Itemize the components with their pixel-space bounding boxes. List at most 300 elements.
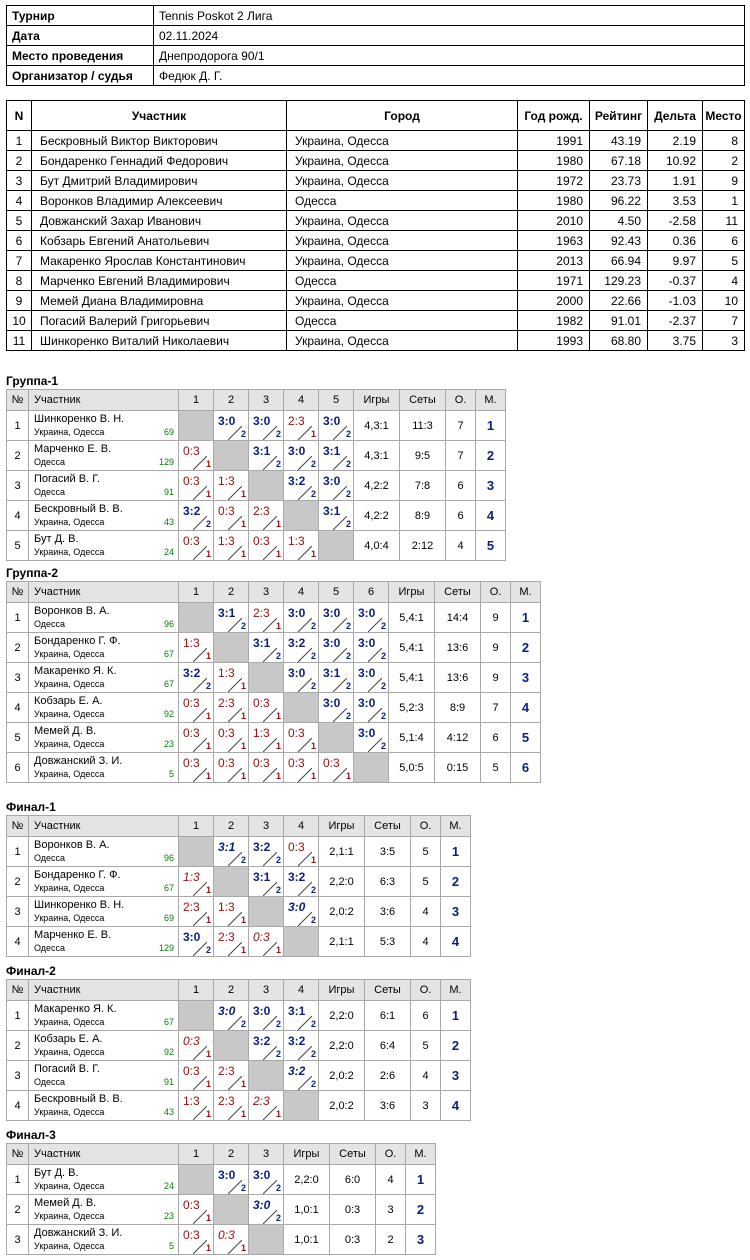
place-cell: 2 — [406, 1195, 436, 1225]
header-opponent: 2 — [214, 582, 249, 603]
match-points: 2 — [310, 915, 316, 925]
games-cell: 4,3:1 — [354, 441, 400, 471]
match-points: 1 — [240, 519, 246, 529]
participant-cell: Мемей Диана Владимировна — [32, 291, 287, 311]
match-score: 0:3 — [218, 756, 235, 770]
player-name: Воронков В. А. — [34, 605, 110, 617]
match-points: 1 — [310, 429, 316, 439]
match-points: 2 — [275, 855, 281, 865]
match-score: 3:2 — [253, 1034, 271, 1048]
match-points: 2 — [310, 1049, 316, 1059]
sets-cell: 6:1 — [365, 1001, 411, 1031]
slash-divider — [228, 516, 242, 530]
match-score: 3:2 — [253, 840, 271, 854]
match-score: 2:3 — [288, 414, 305, 428]
group-row — [7, 1195, 436, 1225]
match-points: 1 — [240, 771, 246, 781]
header-opponent: 2 — [214, 980, 249, 1001]
participant-cell: Одесса — [287, 271, 518, 291]
slash-divider — [368, 738, 382, 752]
group-header-row — [7, 390, 506, 411]
header-sets: Сеты — [330, 1144, 376, 1165]
player-rating: 24 — [163, 1181, 174, 1191]
participant-cell: Одесса — [287, 191, 518, 211]
match-points: 1 — [275, 519, 281, 529]
participant-cell: 92.43 — [590, 231, 648, 251]
player-name: Кобзарь Е. А. — [34, 695, 103, 707]
header-player: Участник — [29, 1144, 179, 1165]
participant-cell: Довжанский Захар Иванович — [32, 211, 287, 231]
player-rating: 69 — [163, 427, 174, 437]
player-cell — [29, 897, 179, 927]
participant-cell: 23.73 — [590, 171, 648, 191]
player-cell — [29, 1091, 179, 1121]
slash-divider — [228, 942, 242, 956]
match-score: 1:3 — [183, 636, 200, 650]
row-number: 1 — [7, 1001, 29, 1031]
match-points: 2 — [240, 1019, 246, 1029]
slash-divider — [263, 1180, 277, 1194]
match-points: 1 — [345, 771, 351, 781]
match-score: 0:3 — [288, 840, 305, 854]
header-opponent: 4 — [284, 390, 319, 411]
player-city: Украина, Одесса — [34, 1241, 105, 1251]
match-points: 1 — [205, 1049, 211, 1059]
match-points: 1 — [240, 915, 246, 925]
match-cell — [214, 603, 249, 633]
match-cell — [284, 837, 319, 867]
match-cell — [249, 501, 284, 531]
match-score: 1:3 — [288, 534, 305, 548]
player-city: Одесса — [34, 457, 66, 467]
header-sets: Сеты — [400, 390, 446, 411]
slash-divider — [193, 1076, 207, 1090]
match-score: 0:3 — [183, 1198, 200, 1212]
header-opponent: 5 — [319, 390, 354, 411]
games-cell: 2,2:0 — [319, 1031, 365, 1061]
group-row — [7, 1001, 471, 1031]
player-cell — [29, 663, 179, 693]
games-cell: 2,2:0 — [319, 867, 365, 897]
match-score: 3:1 — [218, 840, 236, 854]
slash-divider — [193, 1210, 207, 1224]
group-title: Финал-2 — [6, 964, 56, 978]
participant-cell: Украина, Одесса — [287, 231, 518, 251]
points-cell: 4 — [376, 1165, 406, 1195]
match-score: 3:1 — [253, 870, 271, 884]
participant-cell: 66.94 — [590, 251, 648, 271]
player-cell — [29, 1195, 179, 1225]
header-place: М. — [406, 1144, 436, 1165]
match-cell — [179, 1031, 214, 1061]
match-cell — [249, 441, 284, 471]
slash-divider — [193, 768, 207, 782]
sets-cell: 5:3 — [365, 927, 411, 957]
participant-cell: -2.58 — [648, 211, 703, 231]
player-name: Макаренко Я. К. — [34, 1003, 117, 1015]
slash-divider — [263, 768, 277, 782]
sets-cell: 9:5 — [400, 441, 446, 471]
slash-divider — [193, 708, 207, 722]
sets-cell: 8:9 — [400, 501, 446, 531]
participant-cell: 67.18 — [590, 151, 648, 171]
place-cell: 3 — [476, 471, 506, 501]
header-opponent: 2 — [214, 816, 249, 837]
row-number: 4 — [7, 927, 29, 957]
match-points: 1 — [205, 741, 211, 751]
place-cell: 4 — [476, 501, 506, 531]
group-row — [7, 501, 506, 531]
participant-row — [7, 291, 745, 311]
match-score: 3:0 — [218, 414, 236, 428]
participant-cell: Бут Дмитрий Владимирович — [32, 171, 287, 191]
sets-cell: 14:4 — [435, 603, 481, 633]
slash-divider — [368, 678, 382, 692]
participant-cell: 1982 — [518, 311, 590, 331]
match-score: 3:1 — [323, 504, 341, 518]
points-cell: 2 — [376, 1225, 406, 1255]
place-cell: 2 — [476, 441, 506, 471]
match-score: 3:1 — [323, 444, 341, 458]
header-opponent: 2 — [214, 390, 249, 411]
match-score: 3:2 — [288, 1064, 306, 1078]
match-cell — [214, 723, 249, 753]
player-city: Украина, Одесса — [34, 739, 105, 749]
diagonal-cell — [179, 411, 214, 441]
participant-cell: 10 — [703, 291, 745, 311]
points-cell: 6 — [481, 723, 511, 753]
match-score: 0:3 — [253, 756, 270, 770]
match-score: 0:3 — [183, 756, 200, 770]
place-cell: 1 — [441, 1001, 471, 1031]
participant-cell: 2010 — [518, 211, 590, 231]
match-points: 1 — [205, 1109, 211, 1119]
match-cell — [249, 603, 284, 633]
match-cell — [284, 471, 319, 501]
header-opponent: 1 — [179, 980, 214, 1001]
player-cell — [29, 441, 179, 471]
player-name: Бескровный В. В. — [34, 1093, 123, 1105]
match-points: 1 — [205, 651, 211, 661]
match-score: 0:3 — [288, 756, 305, 770]
diagonal-cell — [284, 501, 319, 531]
participant-cell: 1963 — [518, 231, 590, 251]
match-points: 2 — [275, 651, 281, 661]
match-points: 1 — [205, 489, 211, 499]
header-opponent: 2 — [214, 1144, 249, 1165]
header-points: О. — [481, 582, 511, 603]
participant-cell: -2.37 — [648, 311, 703, 331]
row-number: 2 — [7, 1031, 29, 1061]
header-opponent: 3 — [249, 980, 284, 1001]
match-score: 3:2 — [288, 636, 306, 650]
match-cell — [179, 1061, 214, 1091]
header-number: № — [7, 582, 29, 603]
participant-cell: 9 — [703, 171, 745, 191]
match-cell — [179, 723, 214, 753]
group-header-row — [7, 582, 541, 603]
info-value: Федюк Д. Г. — [154, 66, 745, 86]
participant-cell: 7 — [7, 251, 32, 271]
player-rating: 91 — [163, 1077, 174, 1087]
participant-cell: Шинкоренко Виталий Николаевич — [32, 331, 287, 351]
header-games: Игры — [354, 390, 400, 411]
match-score: 2:3 — [253, 1094, 270, 1108]
match-score: 0:3 — [183, 1064, 200, 1078]
slash-divider — [368, 708, 382, 722]
place-cell: 1 — [476, 411, 506, 441]
games-cell: 1,0:1 — [284, 1195, 330, 1225]
participants-table — [6, 100, 745, 351]
match-points: 2 — [345, 651, 351, 661]
player-rating: 67 — [163, 679, 174, 689]
header-opponent: 4 — [284, 816, 319, 837]
match-score: 0:3 — [253, 696, 270, 710]
participant-cell: 1991 — [518, 131, 590, 151]
participant-cell: 5 — [703, 251, 745, 271]
match-points: 1 — [240, 741, 246, 751]
match-points: 1 — [240, 1109, 246, 1119]
row-number: 5 — [7, 723, 29, 753]
match-cell — [284, 663, 319, 693]
player-city: Украина, Одесса — [34, 1047, 105, 1057]
row-number: 2 — [7, 441, 29, 471]
player-rating: 23 — [163, 1211, 174, 1221]
match-score: 3:0 — [358, 726, 376, 740]
participant-cell: 2 — [703, 151, 745, 171]
slash-divider — [228, 1076, 242, 1090]
points-cell: 7 — [446, 411, 476, 441]
match-cell — [249, 531, 284, 561]
participant-row — [7, 311, 745, 331]
header-player: Участник — [29, 390, 179, 411]
match-points: 1 — [310, 741, 316, 751]
participant-cell: 2013 — [518, 251, 590, 271]
match-points: 2 — [275, 1213, 281, 1223]
participant-cell: 3 — [7, 171, 32, 191]
participant-cell: 3.53 — [648, 191, 703, 211]
match-cell — [284, 1001, 319, 1031]
diagonal-cell — [249, 663, 284, 693]
match-cell — [214, 1091, 249, 1121]
participant-cell: 1971 — [518, 271, 590, 291]
match-points: 1 — [310, 549, 316, 559]
match-points: 2 — [205, 519, 211, 529]
sets-cell: 11:3 — [400, 411, 446, 441]
slash-divider — [228, 546, 242, 560]
diagonal-cell — [179, 1001, 214, 1031]
match-points: 2 — [345, 711, 351, 721]
match-score: 0:3 — [218, 504, 235, 518]
slash-divider — [298, 852, 312, 866]
match-score: 3:2 — [288, 474, 306, 488]
header-opponent: 5 — [319, 582, 354, 603]
slash-divider — [263, 1106, 277, 1120]
slash-divider — [263, 1210, 277, 1224]
header-points: О. — [411, 816, 441, 837]
match-score: 3:0 — [358, 606, 376, 620]
participant-cell: 2 — [7, 151, 32, 171]
slash-divider — [228, 768, 242, 782]
row-number: 3 — [7, 663, 29, 693]
sets-cell: 0:3 — [330, 1195, 376, 1225]
participant-cell: Кобзарь Евгений Анатольевич — [32, 231, 287, 251]
column-header: N — [7, 101, 32, 131]
match-cell — [354, 693, 389, 723]
player-city: Украина, Одесса — [34, 679, 105, 689]
slash-divider — [333, 426, 347, 440]
match-points: 2 — [310, 1079, 316, 1089]
header-games: Игры — [319, 816, 365, 837]
player-cell — [29, 471, 179, 501]
slash-divider — [228, 708, 242, 722]
tournament-info-table — [6, 5, 745, 86]
slash-divider — [298, 426, 312, 440]
group-row — [7, 603, 541, 633]
match-score: 0:3 — [218, 726, 235, 740]
slash-divider — [263, 708, 277, 722]
match-points: 2 — [345, 519, 351, 529]
match-points: 2 — [345, 429, 351, 439]
slash-divider — [228, 1106, 242, 1120]
header-opponent: 4 — [284, 582, 319, 603]
slash-divider — [333, 486, 347, 500]
participant-cell: 43.19 — [590, 131, 648, 151]
match-score: 3:2 — [183, 504, 201, 518]
match-score: 0:3 — [323, 756, 340, 770]
diagonal-cell — [214, 1031, 249, 1061]
match-score: 3:0 — [183, 930, 201, 944]
slash-divider — [333, 516, 347, 530]
match-cell — [284, 633, 319, 663]
match-cell — [179, 663, 214, 693]
diagonal-cell — [319, 723, 354, 753]
match-score: 1:3 — [218, 900, 235, 914]
header-points: О. — [446, 390, 476, 411]
match-score: 1:3 — [183, 1094, 200, 1108]
participant-row — [7, 151, 745, 171]
diagonal-cell — [179, 837, 214, 867]
match-points: 2 — [310, 681, 316, 691]
player-cell — [29, 1165, 179, 1195]
place-cell: 2 — [511, 633, 541, 663]
row-number: 4 — [7, 693, 29, 723]
match-points: 1 — [240, 1079, 246, 1089]
match-points: 2 — [380, 711, 386, 721]
match-cell — [214, 1001, 249, 1031]
group-row — [7, 531, 506, 561]
player-cell — [29, 693, 179, 723]
match-cell — [214, 927, 249, 957]
participant-cell: Украина, Одесса — [287, 251, 518, 271]
slash-divider — [263, 738, 277, 752]
match-points: 1 — [205, 711, 211, 721]
group-title: Группа-2 — [6, 566, 59, 580]
player-rating: 91 — [163, 487, 174, 497]
games-cell: 4,3:1 — [354, 411, 400, 441]
match-score: 3:1 — [288, 1004, 306, 1018]
slash-divider — [263, 942, 277, 956]
player-city: Украина, Одесса — [34, 427, 105, 437]
row-number: 2 — [7, 867, 29, 897]
info-label: Дата — [7, 26, 154, 46]
header-opponent: 6 — [354, 582, 389, 603]
points-cell: 4 — [411, 927, 441, 957]
diagonal-cell — [214, 441, 249, 471]
player-name: Бескровный В. В. — [34, 503, 123, 515]
match-points: 1 — [240, 1243, 246, 1253]
header-points: О. — [376, 1144, 406, 1165]
place-cell: 2 — [441, 867, 471, 897]
games-cell: 2,0:2 — [319, 897, 365, 927]
sets-cell: 13:6 — [435, 663, 481, 693]
participant-cell: Воронков Владимир Алексеевич — [32, 191, 287, 211]
participant-cell: -1.03 — [648, 291, 703, 311]
participant-row — [7, 171, 745, 191]
match-cell — [284, 531, 319, 561]
group-header-row — [7, 1144, 436, 1165]
slash-divider — [298, 678, 312, 692]
games-cell: 1,0:1 — [284, 1225, 330, 1255]
player-cell — [29, 927, 179, 957]
slash-divider — [298, 648, 312, 662]
player-city: Одесса — [34, 487, 66, 497]
header-sets: Сеты — [365, 980, 411, 1001]
match-cell — [214, 1225, 249, 1255]
sets-cell: 6:4 — [365, 1031, 411, 1061]
diagonal-cell — [354, 753, 389, 783]
group-title: Группа-1 — [6, 374, 59, 388]
match-score: 3:0 — [253, 1004, 271, 1018]
participant-row — [7, 331, 745, 351]
match-cell — [179, 471, 214, 501]
match-score: 3:0 — [323, 606, 341, 620]
match-points: 1 — [310, 855, 316, 865]
games-cell: 2,2:0 — [319, 1001, 365, 1031]
player-city: Одесса — [34, 943, 66, 953]
slash-divider — [193, 648, 207, 662]
match-score: 3:0 — [358, 636, 376, 650]
match-points: 1 — [205, 1079, 211, 1089]
place-cell: 6 — [511, 753, 541, 783]
group-row — [7, 1061, 471, 1091]
slash-divider — [193, 882, 207, 896]
slash-divider — [263, 516, 277, 530]
match-points: 2 — [310, 489, 316, 499]
header-games: Игры — [389, 582, 435, 603]
slash-divider — [193, 912, 207, 926]
match-points: 2 — [310, 621, 316, 631]
slash-divider — [228, 852, 242, 866]
match-score: 0:3 — [183, 534, 200, 548]
participant-cell: 0.36 — [648, 231, 703, 251]
match-score: 1:3 — [218, 666, 235, 680]
header-number: № — [7, 980, 29, 1001]
diagonal-cell — [249, 471, 284, 501]
participant-row — [7, 211, 745, 231]
match-points: 2 — [275, 429, 281, 439]
match-score: 3:2 — [288, 870, 306, 884]
player-name: Марченко Е. В. — [34, 929, 112, 941]
header-opponent: 3 — [249, 816, 284, 837]
player-name: Воронков В. А. — [34, 839, 110, 851]
match-cell — [214, 471, 249, 501]
match-score: 2:3 — [183, 900, 200, 914]
match-cell — [179, 927, 214, 957]
participant-cell: 4 — [7, 191, 32, 211]
games-cell: 2,0:2 — [319, 1091, 365, 1121]
header-player: Участник — [29, 980, 179, 1001]
